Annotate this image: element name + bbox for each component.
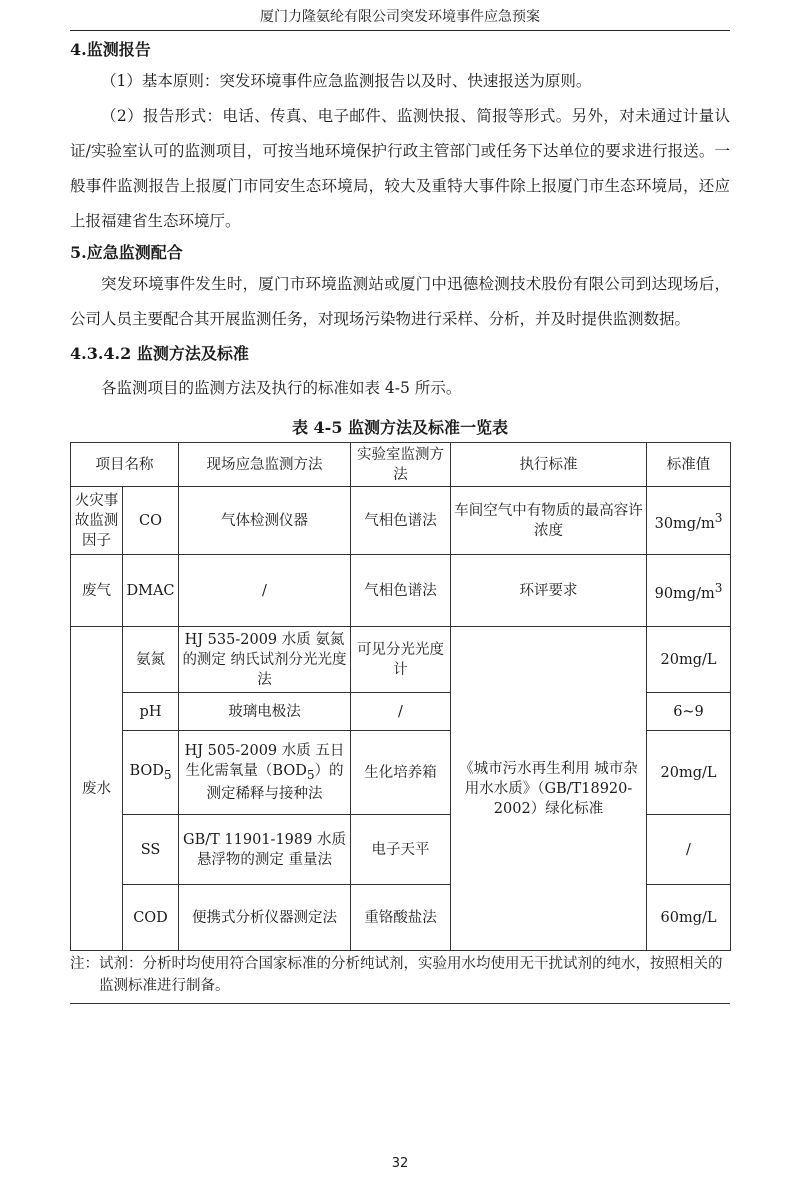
item-cell: DMAC [123, 555, 179, 627]
item-cell: pH [123, 693, 179, 731]
paragraph-basic-principle: （1）基本原则：突发环境事件应急监测报告以及时、快速报送为原则。 [101, 72, 592, 90]
item-cell: COD [123, 885, 179, 951]
category-cell: 火灾事故监测因子 [71, 487, 123, 555]
field-method-part-a: HJ 505-2009 水质 五日生化需氧量（BOD [184, 742, 345, 779]
header-item-name: 项目名称 [71, 443, 179, 487]
table-note [70, 951, 730, 1004]
header-standard: 执行标准 [451, 443, 647, 487]
standard-value-cell: / [647, 815, 731, 885]
table-row [71, 555, 731, 627]
table-row [71, 627, 731, 693]
header-standard-value: 标准值 [647, 443, 731, 487]
table-caption: 表 4-5 监测方法及标准一览表 [291, 418, 509, 437]
standard-value-cell [647, 555, 731, 627]
category-cell: 废气 [71, 555, 123, 627]
standard-cell: 车间空气中有物质的最高容许浓度 [451, 487, 647, 555]
monitoring-methods-table [70, 442, 731, 951]
paragraph-methods-intro: 各监测项目的监测方法及执行的标准如表 4-5 所示。 [101, 379, 462, 397]
header-divider [70, 30, 730, 31]
page-header-title: 厦门力隆氨纶有限公司突发环境事件应急预案 [260, 9, 540, 25]
section-heading-monitoring-report: 4.监测报告 [70, 40, 151, 59]
standard-value-cell: 20mg/L [647, 731, 731, 815]
section-heading-cooperation: 5.应急监测配合 [70, 243, 183, 262]
value-number: 90mg/m [654, 585, 715, 602]
field-method-cell: 气体检测仪器 [179, 487, 351, 555]
lab-method-cell: / [351, 693, 451, 731]
standard-cell: 环评要求 [451, 555, 647, 627]
item-cell: 氨氮 [123, 627, 179, 693]
lab-method-cell: 重铬酸盐法 [351, 885, 451, 951]
lab-method-cell: 气相色谱法 [351, 487, 451, 555]
paragraph-cooperation: 突发环境事件发生时，厦门市环境监测站或厦门中迅德检测技术股份有限公司到达现场后，公司人员主要配合其开展监测任务，对现场污染物进行采样、分析，并及时提供监测数据。 [70, 275, 730, 328]
standard-cell: 《城市污水再生利用 城市杂用水水质》（GB/T18920-2002）绿化标准 [451, 627, 647, 951]
section-heading-methods: 4.3.4.2 监测方法及标准 [70, 344, 249, 363]
document-body [70, 36, 730, 1004]
category-cell: 废水 [71, 627, 123, 951]
standard-value-cell: 20mg/L [647, 627, 731, 693]
table-row [71, 487, 731, 555]
value-number: 30mg/m [654, 515, 715, 532]
field-method-cell [179, 731, 351, 815]
lab-method-cell: 可见分光光度计 [351, 627, 451, 693]
field-method-cell: 玻璃电极法 [179, 693, 351, 731]
paragraph-report-form: （2）报告形式：电话、传真、电子邮件、监测快报、简报等形式。另外，对未通过计量认证/实验室认可的监测项目，可按当地环境保护行政主管部门或任务下达单位的要求进行报送。一般事件监测报告上报厦门市同安生态环境局，较大及重特大事件除上报厦门市生态环境局，还应上报福建省生态环境厅。 [70, 107, 730, 230]
field-method-cell: GB/T 11901-1989 水质 悬浮物的测定 重量法 [179, 815, 351, 885]
item-cell: CO [123, 487, 179, 555]
note-divider [70, 1003, 730, 1004]
item-cell: SS [123, 815, 179, 885]
lab-method-cell: 气相色谱法 [351, 555, 451, 627]
header-field-method: 现场应急监测方法 [179, 443, 351, 487]
lab-method-cell: 电子天平 [351, 815, 451, 885]
table-header-row [71, 443, 731, 487]
field-method-subscript: 5 [306, 767, 315, 782]
item-cell [123, 731, 179, 815]
field-method-cell: 便携式分析仪器测定法 [179, 885, 351, 951]
note-text: 试剂：分析时均使用符合国家标准的分析纯试剂，实验用水均使用无干扰试剂的纯水，按照相关的监测标准进行制备。 [99, 956, 723, 994]
item-name-main: BOD [129, 762, 164, 779]
standard-value-cell: 60mg/L [647, 885, 731, 951]
lab-method-cell: 生化培养箱 [351, 731, 451, 815]
standard-value-cell: 6~9 [647, 693, 731, 731]
standard-value-cell [647, 487, 731, 555]
item-name-subscript: 5 [163, 767, 172, 782]
header-lab-method: 实验室监测方法 [351, 443, 451, 487]
value-superscript: 3 [714, 510, 723, 525]
note-label: 注： [70, 956, 99, 972]
field-method-cell: HJ 535-2009 水质 氨氮的测定 纳氏试剂分光光度法 [179, 627, 351, 693]
page-number: 32 [391, 1156, 409, 1171]
field-method-part-b: ）的测定稀释与接种法 [206, 762, 344, 803]
field-method-cell: / [179, 555, 351, 627]
value-superscript: 3 [714, 580, 723, 595]
